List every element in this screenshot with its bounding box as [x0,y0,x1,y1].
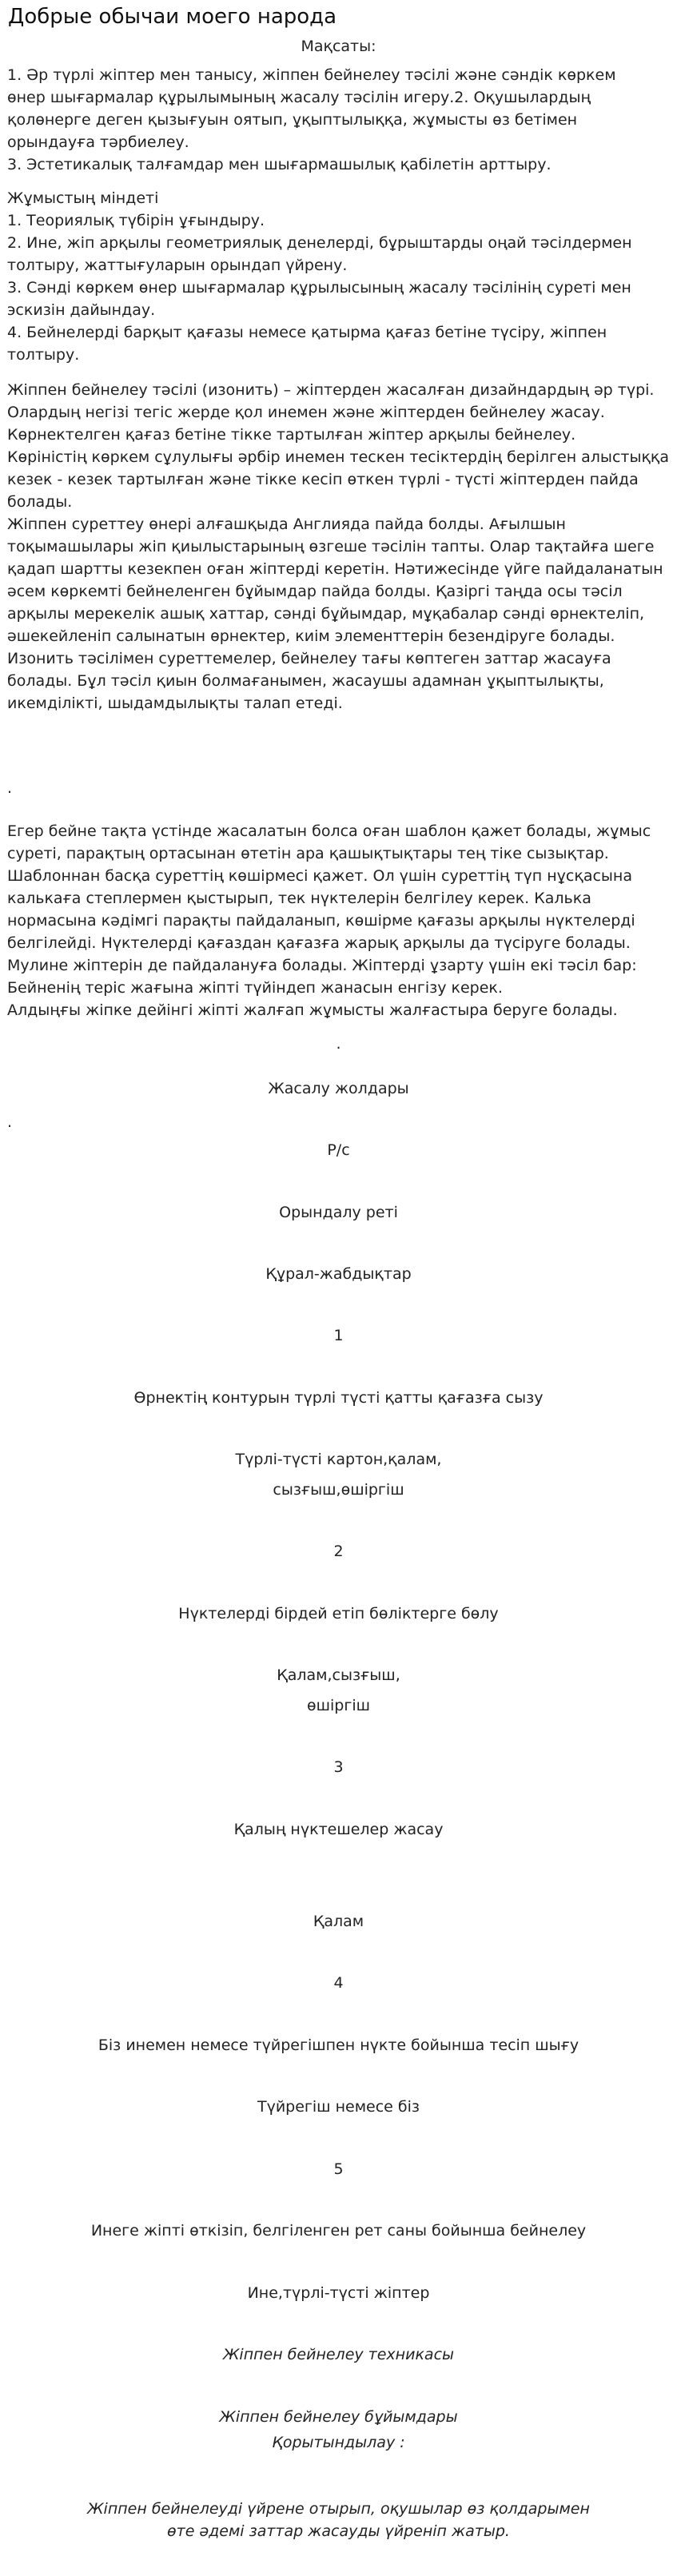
table-row-tools: Қалам [313,1913,364,1930]
text-line: белгілейді. Нүктелерді қағаздан қағазға жарық арқылы да түсіруге болады. [7,934,631,952]
text-line: қолөнерге деген қызығуын оятып, ұқыптылыққа, жұмысты өз бетімен [7,111,578,129]
text-line: болады. Бұл тәсіл қиын болмағанымен, жасаушы адамнан ұқыптылықты, [7,672,604,690]
table-row-tools: Түрлі-түсті картон,қалам, [235,1451,442,1468]
table-row-step: Қалың нүктешелер жасау [233,1821,444,1838]
conclusion-line: Жіппен бейнелеуді үйрене отырып, оқушылар өз қолдарымен [87,2500,590,2518]
text-line: арқылы мерекелік ашық хаттар, сәнді бұйымдар, мұқабалар сәнді өрнектеліп, [7,605,645,623]
table-row-tools: Ине,түрлі-түсті жіптер [247,2284,430,2302]
text-line: эскизін дайындау. [7,301,156,319]
text-line: әшекейленіп салынатын өрнектер, киім элементтерін безендіруге болады. [7,627,615,645]
text-line: Изонить тәсілімен суреттемелер, бейнелеу тағы көптеген заттар жасауға [7,650,611,667]
text-line: Олардың негізі тегіс жерде қол инемен және жіптерден бейнелеу жасау. [7,404,605,421]
table-row-step: Инеге жіпті өткізіп, белгіленген рет саны бойынша бейнелеу [90,2222,587,2240]
table-row-tools: өшіргіш [307,1697,370,1714]
table-row-tools: Қалам,сызғыш, [277,1666,400,1684]
conclusion-line: өте әдемі заттар жасауды үйреніп жатыр. [167,2522,510,2540]
table-title: Жасалу жолдары [268,1080,409,1097]
dot-text: . [7,779,13,797]
text-line: суреті, парақтың ортасынан өтетін ара қашықтықтары тең тіке сызықтар. [7,845,609,862]
conclusion-heading: Қорытындылау : [272,2434,405,2451]
text-line: толтыру. [7,346,80,364]
text-line: кезек - кезек тартылған және тікке кесіп өткен түрлі - түсті жіптерден пайда [7,471,639,488]
separator-dot [7,1111,671,1133]
text-line: калькаға степлермен қыстырып, тек нүктелерін белгілеу керек. Калька [7,890,591,907]
tasks-paragraph [7,187,671,366]
table-header-order: Орындалу реті [279,1204,398,1221]
text-line: Егер бейне тақта үстінде жасалатын болса оған шаблон қажет болады, жұмыс [7,822,651,840]
page-title: Добрые обычаи моего народа [8,5,337,29]
text-line: 1. Әр түрлі жіптер мен танысу, жіппен бейнелеу тәсілі және сәндік көркем [7,66,616,84]
text-line: икемділікті, шыдамдылықты талап етеді. [7,695,343,712]
text-line: Мулине жіптерін де пайдалануға болады. Жіптерді ұзарту үшін екі тәсіл бар: [7,957,637,974]
text-line: 3. Эстетикалық талғамдар мен шығармашылық қабілетін арттыру. [7,156,552,173]
text-line: 2. Ине, жіп арқылы геометриялық денелерді, бұрыштарды оңай тәсілдермен [7,234,632,252]
table-row-num: 4 [333,1974,344,1992]
text-line: Бейненің теріс жағына жіпті түйіндеп жанасын енгізу керек. [7,979,503,997]
table-row-num: 5 [333,2160,344,2178]
products-caption: Жіппен бейнелеу бұйымдары [219,2408,458,2426]
text-line: Жіппен бейнелеу тәсілі (изонить) – жіптерден жасалған дизайндардың әр түрі. [7,381,655,399]
text-line: Шаблоннан басқа суреттің көшірмесі қажет. Ол үшін суреттің түп нұсқасына [7,867,632,885]
text-line: Алдыңғы жіпке дейінгі жіпті жалғап жұмысты жалғастыра беруге болады. [7,1001,618,1019]
goals-paragraph [7,64,671,176]
table-header-tools: Құрал-жабдықтар [265,1265,412,1283]
text-line: 4. Бейнелерді барқыт қағазы немесе қатырма қағаз бетіне түсіру, жіппен [7,324,607,341]
text-line: әсем көркемті бейнеленген бұйымдар пайда болды. Қазіргі таңда осы тәсіл [7,583,623,600]
text-line: Жіппен суреттеу өнері алғашқыда Англияда пайда болды. Ағылшын [7,516,566,533]
text-line: Көріністің көркем сұлулығы әрбір инемен тескен тесіктердің берілген алыстыққа [7,448,670,466]
text-line: тоқымашылары жіп қиылыстарының өзгеше тәсілін тапты. Олар тақтайға шеге [7,538,655,555]
table-row-num: 3 [333,1758,344,1776]
text-line: Көрнектелген қағаз бетіне тікке тартылған жіптер арқылы бейнелеу. [7,426,576,444]
separator-dot [7,777,671,799]
text-line: толтыру, жаттығуларын орындап үйрену. [7,257,348,274]
text-line: болады. [7,493,73,511]
table-row-step: Нүктелерді бірдей етіп бөліктерге бөлу [178,1605,499,1622]
table-row-step: Біз инемен немесе түйрегішпен нүкте бойынша тесіп шығу [98,2037,579,2054]
text-line: нормасына кәдімгі парақты пайдаланып, көшірме қағазы арқылы нүктелерді [7,912,635,930]
separator-dot: . [336,1035,341,1053]
method-paragraph [7,820,671,1021]
text-line: орындауға тәрбиелеу. [7,133,189,151]
dot-text: . [7,1113,13,1131]
text-line: қадап шартты кезекпен оған жіптерді керетін. Нәтижесінде үйге пайдаланатын [7,560,663,578]
goals-heading: Мақсаты: [301,38,376,55]
table-row-tools: сызғыш,өшіргіш [273,1481,404,1499]
technique-caption: Жіппен бейнелеу техникасы [222,2346,455,2363]
table-row-num: 1 [333,1327,344,1344]
table-row-tools: Түйрегіш немесе біз [257,2098,420,2116]
text-line: Жұмыстың міндеті [7,189,159,207]
text-line: өнер шығармалар құрылымының жасалу тәсілін игеру.2. Оқушылардың [7,89,591,106]
table-row-step: Өрнектің контурын түрлі түсті қатты қағазға сызу [133,1389,544,1407]
table-row-num: 2 [333,1543,344,1560]
text-line: 3. Сәнді көркем өнер шығармалар құрылысының жасалу тәсілінің суреті мен [7,279,631,297]
table-header-num: Р/с [327,1141,350,1159]
intro-paragraph [7,379,671,715]
text-line: 1. Теориялық түбірін ұғындыру. [7,212,265,229]
